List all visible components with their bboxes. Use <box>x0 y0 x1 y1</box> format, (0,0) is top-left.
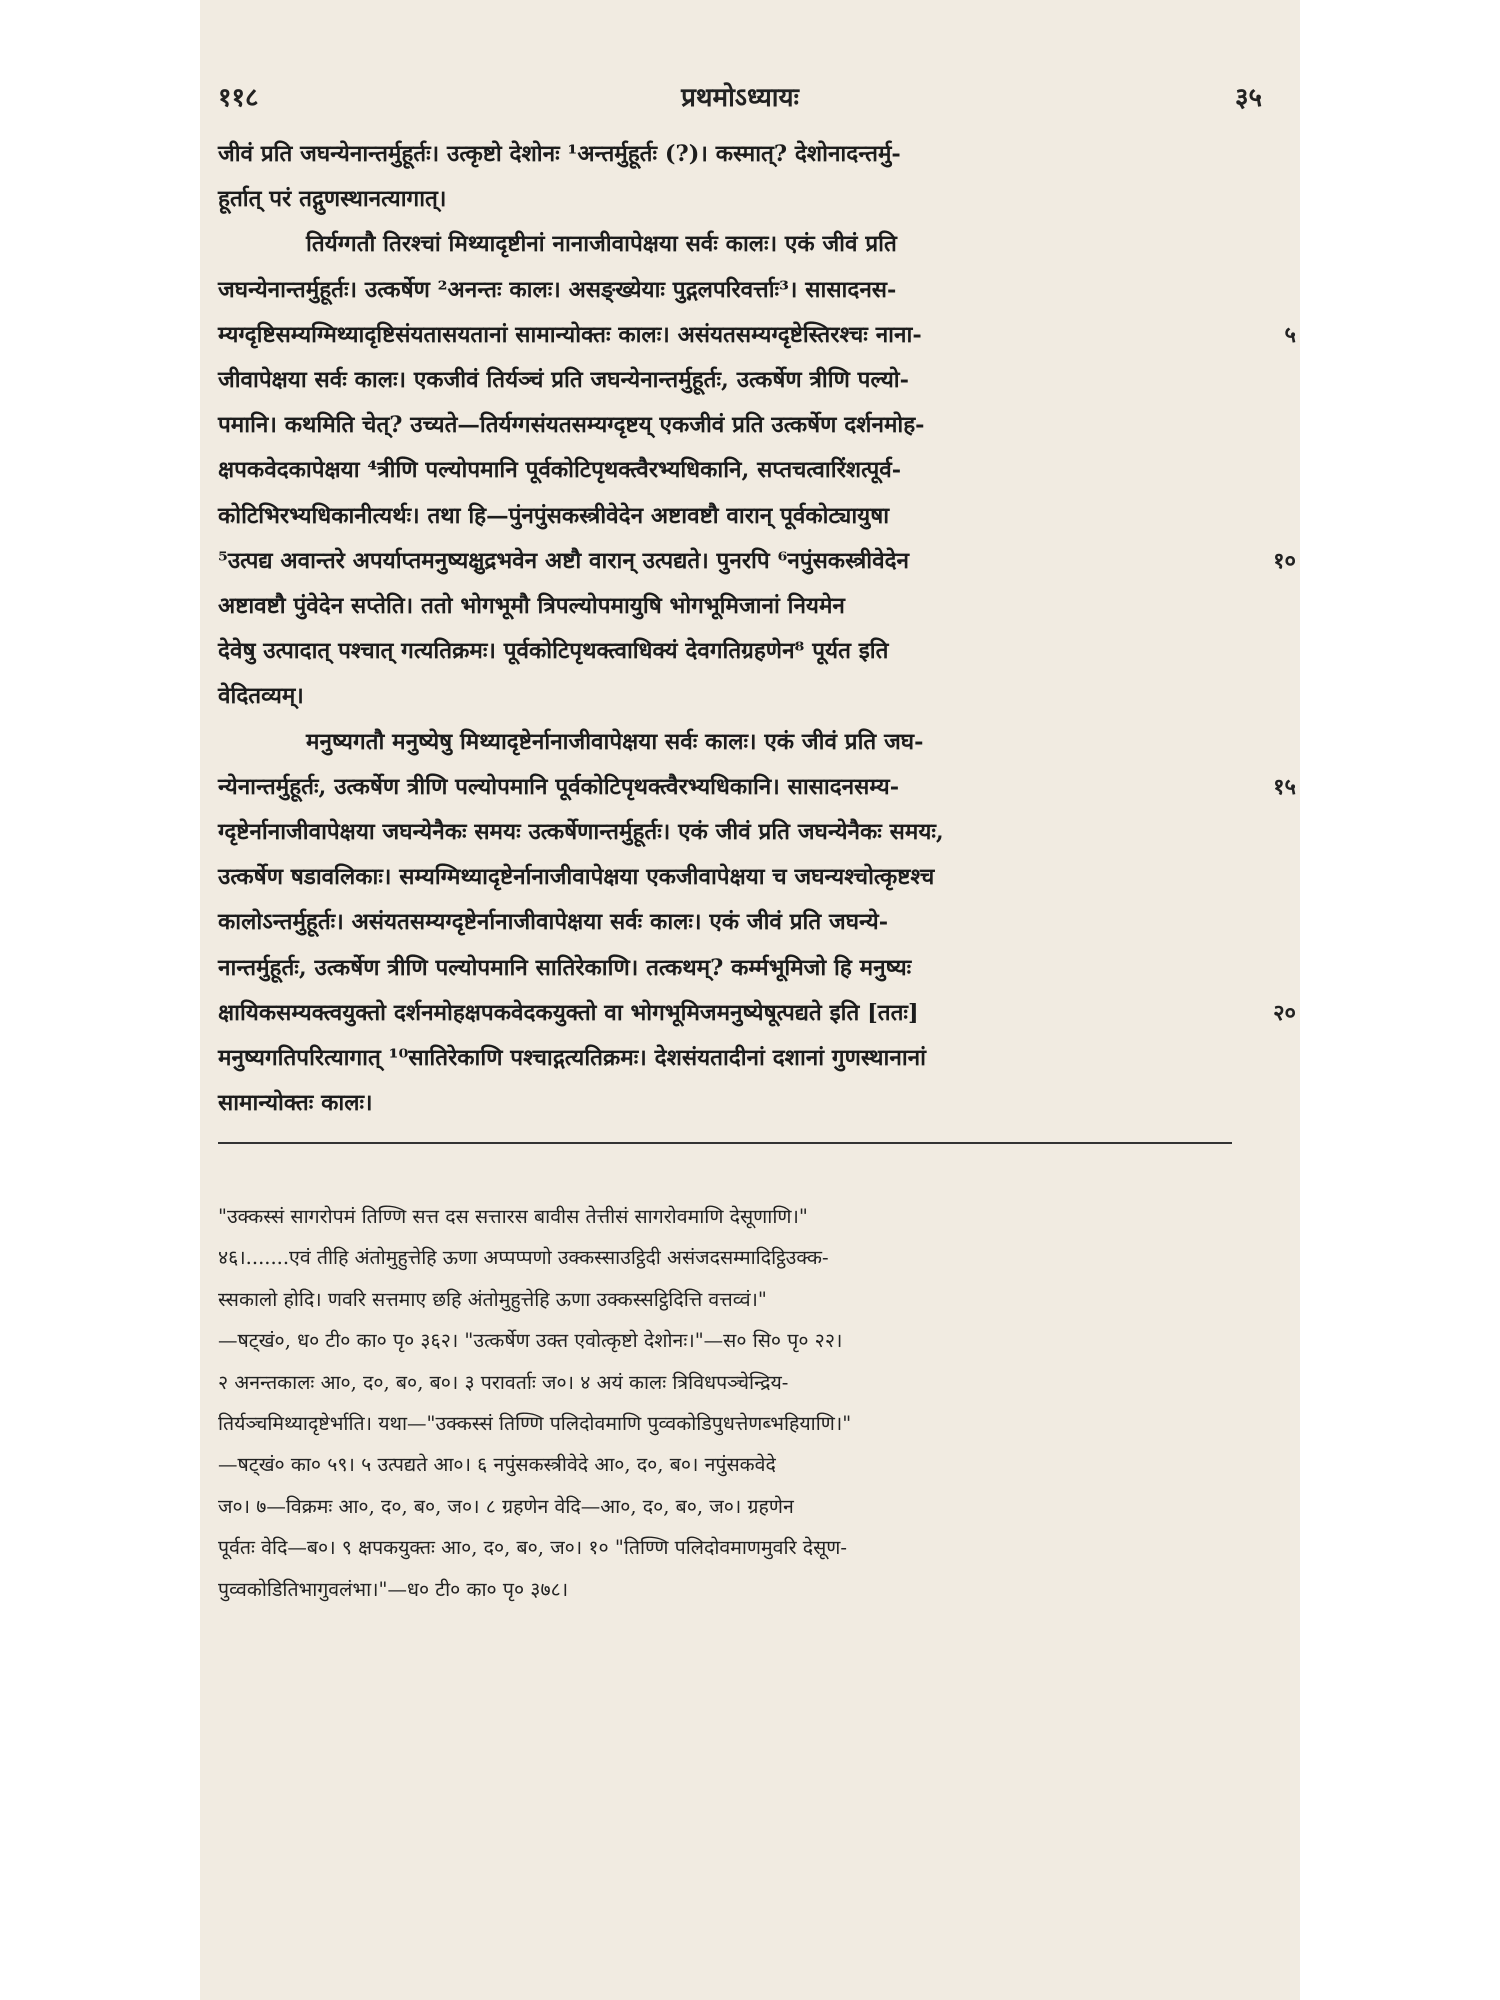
line-text: देवेषु उत्पादात् पश्चात् गत्यतिक्रमः। पूर्वकोटिपृथक्त्वाधिक्यं देवगतिग्रहणेन⁸ पूर्यत इति <box>218 638 889 665</box>
footnote-line: ४६।.......एवं तीहि अंतोमुहुत्तेहि ऊणा अप्पप्पणो उक्कस्साउट्ठिदी असंजदसम्मादिट्ठिउक्क- <box>218 1246 829 1270</box>
text-line <box>218 946 1262 991</box>
page-header <box>218 78 1262 132</box>
footnote-divider <box>218 1142 1232 1144</box>
text-line <box>218 991 1296 1036</box>
line-number: १५ <box>1273 773 1296 800</box>
line-text: जघन्येनान्तर्मुहूर्तः। उत्कर्षेण ²अनन्तः कालः। असङ्ख्येयाः पुद्गलपरिवर्त्ताः³। सासादनस- <box>218 276 897 303</box>
footnote-line: —षट्खं० का० ५९। ५ उत्पद्यते आ०। ६ नपुंसकस्त्रीवेदे आ०, द०, ब०। नपुंसकवेदे <box>218 1453 776 1477</box>
text-line <box>218 765 1296 810</box>
footnote-line: पुव्वकोडितिभागुवलंभा।"—ध० टी० का० पृ० ३७८। <box>218 1577 569 1601</box>
footnote-line: तिर्यञ्चमिथ्यादृष्टेर्भाति। यथा—"उक्कस्सं तिण्णि पलिदोवमाणि पुव्वकोडिपुधत्तेणब्भहियाणि।" <box>218 1411 852 1435</box>
line-text: जीवं प्रति जघन्येनान्तर्मुहूर्तः। उत्कृष्टो देशोनः ¹अन्तर्मुहूर्तः (?)। कस्मात्? देशोनादन्तर्मु- <box>218 141 901 167</box>
footnote-line: २ अनन्तकालः आ०, द०, ब०, ब०। ३ परावर्ताः ज०। ४ अयं कालः त्रिविधपञ्चेन्द्रिय- <box>218 1370 789 1394</box>
right-page-number: ३५ <box>1234 83 1262 113</box>
footnote-line: —षट्खं०, ध० टी० का० पृ० ३६२। "उत्कर्षेण उक्त एवोत्कृष्टो देशोनः।"—स० सि० पृ० २२। <box>218 1329 843 1353</box>
text-line <box>218 1036 1262 1081</box>
line-text: ग्दृष्टेर्नानाजीवापेक्षया जघन्येनैकः समयः उत्कर्षेणान्तर्मुहूर्तः। एकं जीवं प्रति जघन्येनैकः समयः, <box>218 819 944 846</box>
line-text: उत्कर्षेण षडावलिकाः। सम्यग्मिथ्यादृष्टेर्नानाजीवापेक्षया एकजीवापेक्षया च जघन्यश्चोत्कृष्टश्च <box>218 864 935 891</box>
line-number: २० <box>1273 999 1296 1026</box>
footnote-line: स्सकालो होदि। णवरि सत्तमाए छहि अंतोमुहुत्तेहि ऊणा उक्कस्सट्ठिदित्ति वत्तव्वं।" <box>218 1287 767 1311</box>
text-line <box>218 720 1262 765</box>
chapter-title: प्रथमोऽध्यायः <box>681 83 799 113</box>
text-line <box>218 448 1262 493</box>
line-text: न्येनान्तर्मुहूर्तः, उत्कर्षेण त्रीणि पल्योपमानि पूर्वकोटिपृथक्त्वैरभ्यधिकानि। सासादनसम्य- <box>218 773 900 800</box>
book-page <box>200 0 1300 2000</box>
text-line <box>218 403 1262 448</box>
line-number: १० <box>1273 547 1296 574</box>
footnote-line <box>218 1154 1262 1195</box>
line-text: जीवापेक्षया सर्वः कालः। एकजीवं तिर्यञ्चं प्रति जघन्येनान्तर्मुहूर्तः, उत्कर्षेण त्रीणि पल्यो- <box>218 367 909 394</box>
text-line <box>218 584 1262 629</box>
footnote-line: "उक्कस्सं सागरोपमं तिण्णि सत्त दस सत्तारस बावीस तेत्तीसं सागरोवमाणि देसूणाणि।" <box>218 1204 808 1228</box>
text-line <box>218 132 1262 177</box>
footnote-line: ज०। ७—विक्रमः आ०, द०, ब०, ज०। ८ ग्रहणेन वेदि—आ०, द०, ब०, ज०। ग्रहणेन <box>218 1494 794 1518</box>
line-text: सामान्योक्तः कालः। <box>218 1090 373 1117</box>
line-text: ⁵उत्पद्य अवान्तरे अपर्याप्तमनुष्यक्षुद्रभवेन अष्टौ वारान् उत्पद्यते। पुनरपि ⁶नपुंसकस्त्रीवेदेन <box>218 547 910 574</box>
line-text: कोटिभिरभ्यधिकानीत्यर्थः। तथा हि—पुंनपुंसकस्त्रीवेदेन अष्टावष्टौ वारान् पूर्वकोट्यायुषा <box>218 502 890 529</box>
text-line <box>218 855 1262 900</box>
line-text: नान्तर्मुहूर्तः, उत्कर्षेण त्रीणि पल्योपमानि सातिरेकाणि। तत्कथम्? कर्म्मभूमिजो हि मनुष्यः <box>218 954 912 981</box>
text-line <box>218 494 1262 539</box>
main-text <box>218 132 1296 1126</box>
line-text: मनुष्यगतौ मनुष्येषु मिथ्यादृष्टेर्नानाजीवापेक्षया सर्वः कालः। एकं जीवं प्रति जघ- <box>306 728 924 755</box>
line-text: क्षपकवेदकापेक्षया ⁴त्रीणि पल्योपमानि पूर्वकोटिपृथक्त्वैरभ्यधिकानि, सप्तचत्वारिंशत्पूर्व- <box>218 457 902 484</box>
text-line <box>218 674 1262 719</box>
line-text: वेदितव्यम्। <box>218 683 304 710</box>
text-line <box>218 629 1262 674</box>
line-text: कालोऽन्तर्मुहूर्तः। असंयतसम्यग्दृष्टेर्नानाजीवापेक्षया सर्वः कालः। एकं जीवं प्रति जघन्ये- <box>218 909 889 936</box>
line-text: क्षायिकसम्यक्त्वयुक्तो दर्शनमोहक्षपकवेदकयुक्तो वा भोगभूमिजमनुष्येषूत्पद्यते इति [ततः] <box>218 999 919 1026</box>
text-line <box>218 1081 1262 1126</box>
text-line <box>218 358 1262 403</box>
text-line <box>218 810 1262 855</box>
line-text: पमानि। कथमिति चेत्? उच्यते—तिर्यग्गसंयतसम्यग्दृष्टय् एकजीवं प्रति उत्कर्षेण दर्शनमोह- <box>218 412 925 439</box>
line-text: तिर्यग्गतौ तिरश्चां मिथ्यादृष्टीनां नानाजीवापेक्षया सर्वः कालः। एकं जीवं प्रति <box>306 231 897 258</box>
line-text: हूर्तात् परं तद्गुणस्थानत्यागात्। <box>218 186 447 213</box>
text-line <box>218 268 1262 313</box>
text-line <box>218 539 1296 584</box>
text-line <box>218 313 1296 358</box>
footnote-line: पूर्वतः वेदि—ब०। ९ क्षपकयुक्तः आ०, द०, ब०, ज०। १० "तिण्णि पलिदोवमाणमुवरि देसूण- <box>218 1536 847 1560</box>
line-text: मनुष्यगतिपरित्यागात् ¹⁰सातिरेकाणि पश्चाद्गत्यतिक्रमः। देशसंयतादीनां दशानां गुणस्थानानां <box>218 1045 927 1072</box>
text-line <box>218 900 1262 945</box>
left-page-number: ११८ <box>218 83 259 113</box>
text-line <box>218 222 1262 267</box>
line-number: ५ <box>1284 321 1296 348</box>
line-text: म्यग्दृष्टिसम्यग्मिथ्यादृष्टिसंयतासयतानां सामान्योक्तः कालः। असंयतसम्यग्दृष्टेस्तिरश्चः नाना- <box>218 321 922 348</box>
text-line <box>218 177 1262 222</box>
footnotes <box>218 1154 1262 1609</box>
line-text: अष्टावष्टौ पुंवेदेन सप्तेति। ततो भोगभूमौ त्रिपल्योपमायुषि भोगभूमिजानां नियमेन <box>218 593 845 620</box>
